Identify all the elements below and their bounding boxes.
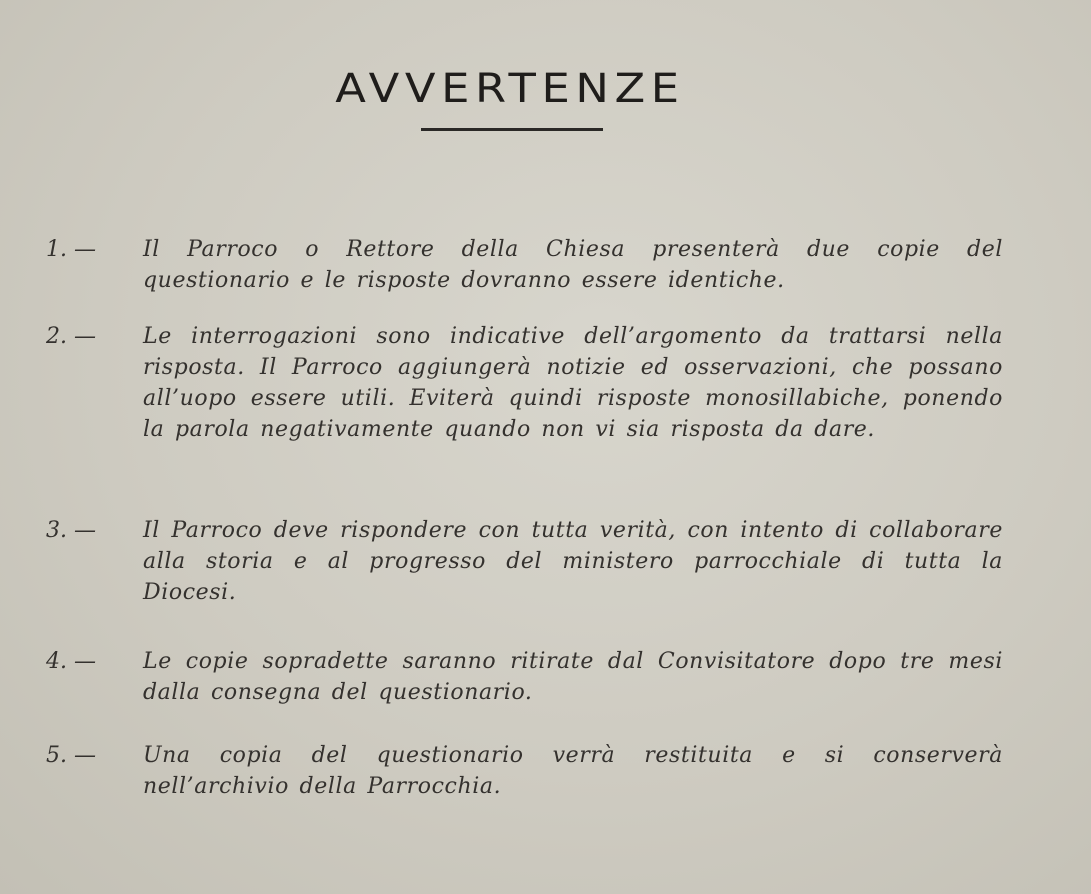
item-number: 3. — bbox=[46, 518, 96, 543]
item-text: Il Parroco o Rettore della Chiesa presenterà due copie del questionario e le risposte dovranno essere identiche. bbox=[143, 237, 1003, 293]
page-title: AVVERTENZE bbox=[335, 66, 685, 112]
item-number: 1. — bbox=[46, 237, 96, 262]
item-number: 5. — bbox=[46, 743, 96, 768]
item-text: Le copie sopradette saranno ritirate dal Convisitatore dopo tre mesi dalla consegna del questionario. bbox=[143, 649, 1003, 705]
item-number: 2. — bbox=[46, 324, 96, 349]
title-underline bbox=[421, 128, 603, 131]
item-text: Il Parroco deve rispondere con tutta verità, con intento di collaborare alla storia e al progresso del ministero parrocchiale di tutta la Diocesi. bbox=[143, 518, 1003, 605]
item-text: Una copia del questionario verrà restituita e si conserverà nell’archivio della Parrocchia. bbox=[143, 743, 1003, 799]
item-text: Le interrogazioni sono indicative dell’argomento da trattarsi nella risposta. Il Parroco aggiungerà notizie ed osservazioni, che possano all’uopo essere utili. Eviterà quindi risposte monosillabiche, ponendo la parola negativamente quando non vi sia risposta da dare. bbox=[143, 324, 1003, 442]
item-number: 4. — bbox=[46, 649, 96, 674]
